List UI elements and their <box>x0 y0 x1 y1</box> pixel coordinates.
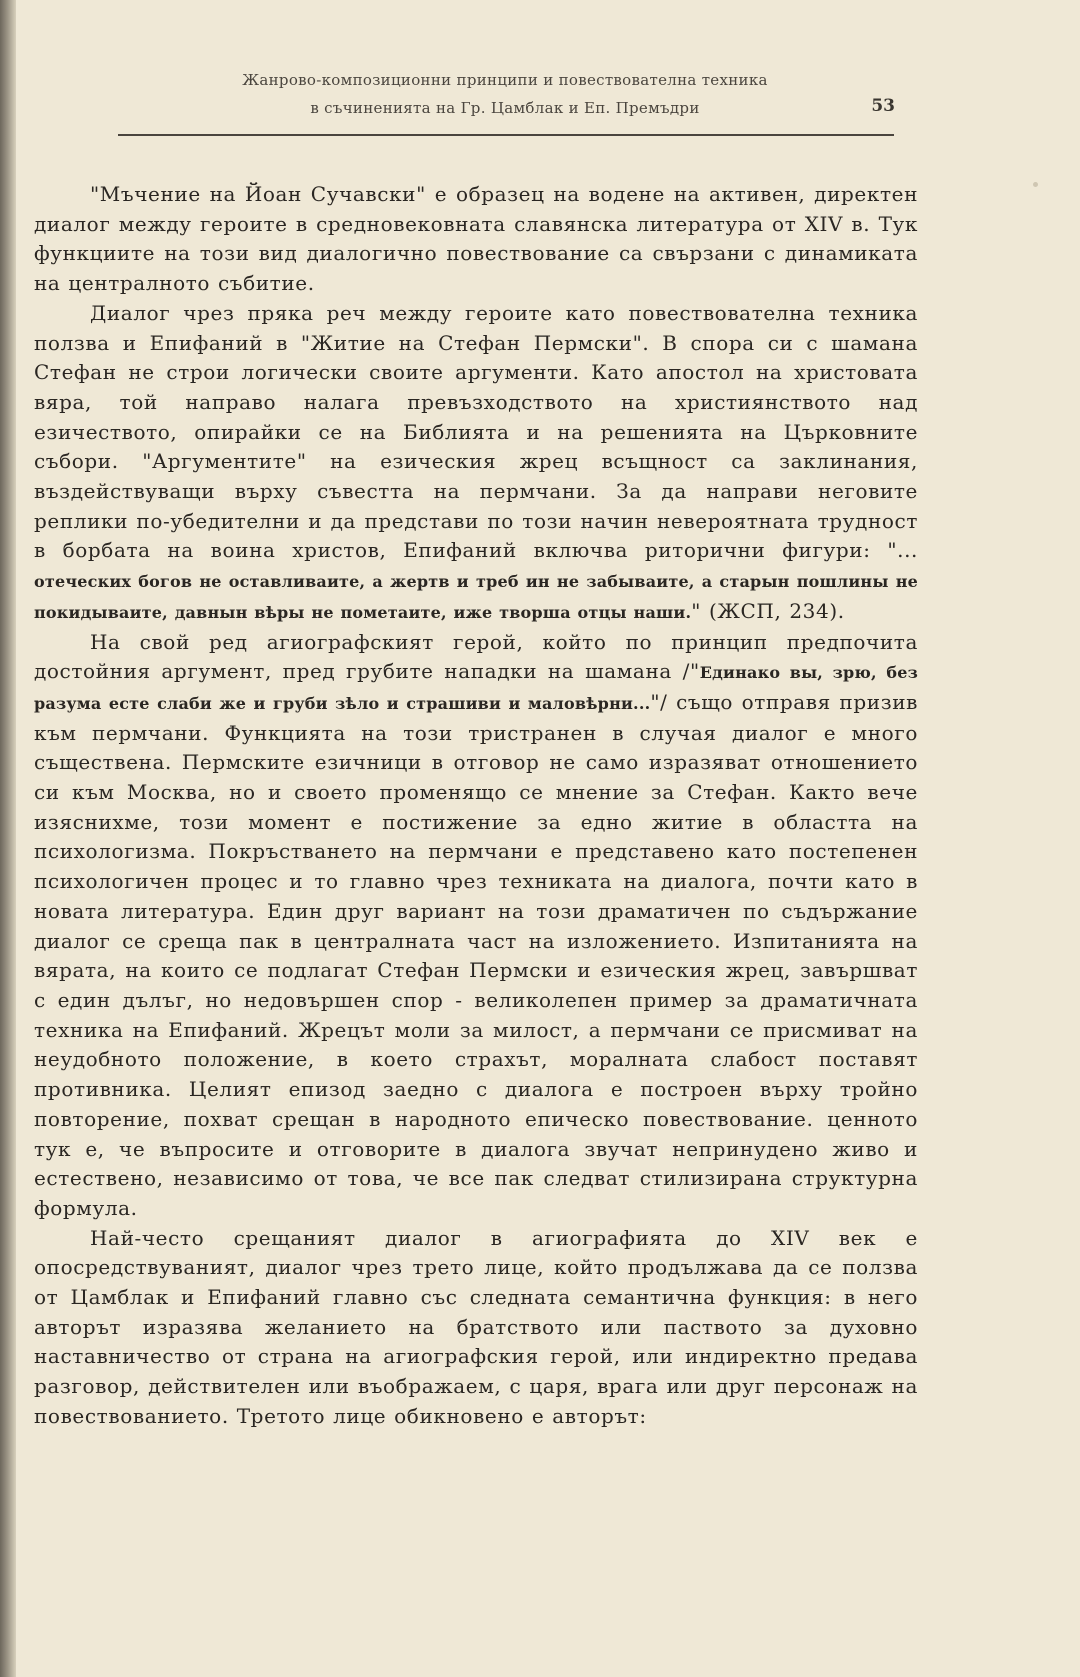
paragraph-1-text: "Мъчение на Йоан Сучавски" е образец на водене на активен, директен диалог между героите в средновековната славянска литература от XIV в. Тук функциите на този вид диалогично повествование са свързани с динамиката на централното събитие. <box>34 182 918 296</box>
running-header-line-2: в съчиненията на Гр. Цамблак и Еп. Премъдри <box>310 99 700 117</box>
paragraph-3 <box>34 628 918 1224</box>
page-binding-shadow <box>0 0 16 1677</box>
running-header <box>110 66 900 122</box>
paragraph-3-continuation: "/ също отправя призив към пермчани. Функцията на този тристранен в случая диалог е много съществена. Пермските езичници в отговор не само изразяват отношението си към Москва, но и своето променящо се мнение за Стефан. Както вече изяснихме, този момент е постижение за едно житие в областта на психологизма. Покръстването на пермчани е представено като постепенен психологичен процес и то главно чрез техниката на диалога, почти като в новата литература. Един друг вариант на този драматичен по съдържание диалог се среща пак в централната част на изложението. Изпитанията на вярата, на които се подлагат Стефан Пермски и езическия жрец, завършват с един дълъг, но недовършен спор - великолепен пример за драматичната техника на Епифаний. Жрецът моли за милост, а пермчани се присмиват на неудобното положение, в което страхът, моралната слабост поставят противника. Целият епизод заедно с диалога е построен върху тройно повторение, похват срещан в народното епическо повествование. ценното тук е, че въпросите и отговорите в диалога звучат непринудено живо и естествено, независимо от това, че все пак следват стилизирана структурна формула. <box>34 689 918 1220</box>
paragraph-2-citation: " (ЖСП, 234). <box>691 598 845 623</box>
paragraph-3-old-slavonic-quote: Единако вы, зрю, без разума есте слаби же и груби зѣло и страшиви и маловѣрни... <box>34 663 918 713</box>
body-text <box>34 180 918 1432</box>
paper-speck <box>1033 182 1038 187</box>
paragraph-4 <box>34 1224 918 1432</box>
paragraph-2-old-slavonic-quote: отеческих богов не оставливаите, а жертв и треб ин не забываите, а старын пошлины не покидываите, давнын вѣры не пометаите, иже творша отцы наши. <box>34 572 918 622</box>
paragraph-1 <box>34 180 918 299</box>
running-header-line-1: Жанрово-композиционни принципи и повествователна техника <box>242 71 768 89</box>
header-rule <box>118 134 894 136</box>
paragraph-3-text: На свой ред агиографският герой, който по принцип предпочита достойния аргумент, пред грубите нападки на шамана /" <box>34 629 918 684</box>
paragraph-4-text: Най-често срещаният диалог в агиографията до XIV век е опосредствуваният, диалог чрез трето лице, който продължава да се ползва от Цамблак и Епифаний главно със следната семантична функция: в него авторът изразява желанието на братството или паството за духовно наставничество от страна на агиографския герой, или индиректно предава разговор, действителен или въображаем, с царя, врага или друг персонаж на повествованието. Третото лице обикновено е авторът: <box>34 1225 918 1428</box>
page-number: 53 <box>871 96 895 116</box>
paragraph-2 <box>34 299 918 628</box>
paragraph-2-text: Диалог чрез пряка реч между героите като повествователна техника ползва и Епифаний в "Житие на Стефан Пермски". В спора си с шамана Стефан не строи логически своите аргументи. Като апостол на христовата вяра, той направо налага превъзходството на християнството над езичеството, опирайки се на Библията и на решенията на Църковните събори. "Аргументите" на езическия жрец всъщност са заклинания, въздействуващи върху съвестта на пермчани. За да направи неговите реплики по-убедителни и да представи по този начин невероятната трудност в борбата на воина христов, Епифаний включва риторични фигури: "... <box>34 300 918 563</box>
